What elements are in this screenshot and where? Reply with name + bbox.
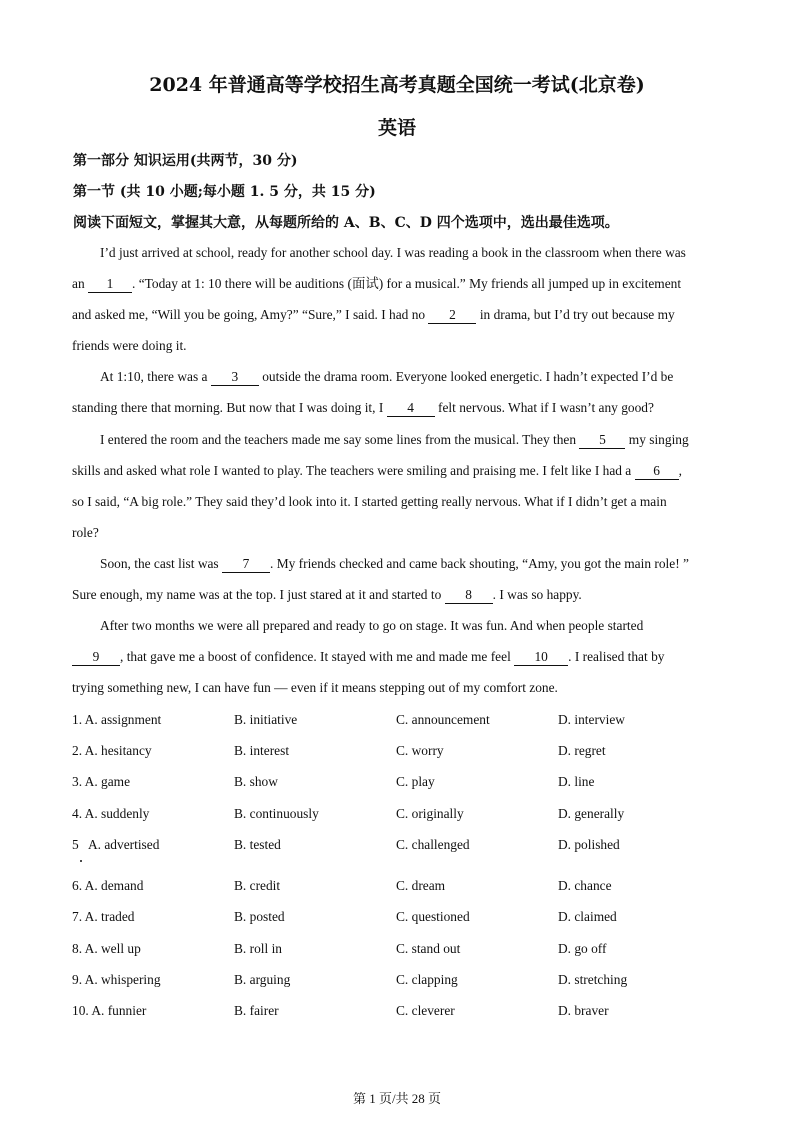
passage-line: an 1 . “Today at 1: 10 there will be auditions (面试) for a musical.” My friends all jumped up in excitement	[72, 276, 682, 292]
question-row	[72, 708, 752, 739]
option-c: C. questioned	[396, 909, 470, 925]
option-d: D. interview	[558, 712, 625, 727]
option-a: 6. A. demand	[72, 878, 144, 894]
passage-line: I’d just arrived at school, ready for another school day. I was reading a book in the classroom when there was	[100, 245, 686, 260]
passage-line: Sure enough, my name was at the top. I just stared at it and started to 8 . I was so happy.	[72, 587, 582, 603]
passage-line: After two months we were all prepared and ready to go on stage. It was fun. And when people started	[100, 618, 644, 634]
option-b: B. arguing	[234, 971, 291, 987]
passage-line: I entered the room and the teachers made me say some lines from the musical. They then 5 my singing	[100, 431, 689, 447]
part-heading: 第一部分 知识运用(共两节，30 分)	[73, 153, 298, 169]
option-b: B. credit	[234, 878, 281, 894]
blank-3: 3	[211, 369, 259, 386]
page-number: 第 1 页/共 28 页	[352, 1091, 442, 1106]
option-d: D. claimed	[558, 909, 617, 925]
option-a: 3. A. game	[72, 774, 131, 790]
blank-1: 1	[88, 276, 132, 293]
question-row	[72, 968, 752, 999]
option-c: C. dream	[396, 878, 446, 894]
option-b: B. continuously	[234, 805, 319, 821]
blank-9: 9	[72, 649, 120, 666]
option-c: C. announcement	[396, 712, 490, 727]
option-c: C. worry	[396, 743, 444, 759]
passage-line: so I said, “A big role.” They said they’d look into it. I started getting really nervous. What if I didn’t get a main	[72, 493, 667, 509]
instruction-text: 阅读下面短文，掌握其大意，从每题所给的 A、B、C、D 四个选项中，选出最佳选项。	[73, 215, 619, 231]
option-b: B. fairer	[234, 1003, 279, 1018]
option-b: B. show	[234, 774, 278, 790]
question-row	[72, 739, 752, 770]
question-row	[72, 874, 752, 905]
passage-line: 9 , that gave me a boost of confidence. It stayed with me and made me feel 10 . I realised that by	[72, 644, 718, 675]
question-row	[72, 802, 752, 833]
question-row	[72, 770, 752, 801]
option-d: D. chance	[558, 878, 612, 894]
blank-6: 6	[635, 463, 679, 480]
option-a: 10. A. funnier	[72, 1003, 147, 1018]
option-c: C. play	[396, 774, 435, 790]
blank-8: 8	[445, 587, 493, 604]
option-a: 7. A. traded	[72, 909, 135, 925]
question-row	[72, 999, 752, 1030]
option-b: B. tested	[234, 836, 281, 852]
option-c: C. originally	[396, 805, 464, 821]
page-title: 2024 年普通高等学校招生高考真题全国统一考试(北京卷)	[149, 74, 645, 96]
option-d: D. go off	[558, 940, 607, 956]
option-a: 1. A. assignment	[72, 712, 162, 727]
option-b: B. roll in	[234, 940, 282, 956]
passage-line: trying something new, I can have fun — even if it means stepping out of my comfort zone.	[72, 680, 558, 696]
option-d: D. stretching	[558, 971, 628, 987]
option-a: 4. A. suddenly	[72, 805, 150, 821]
passage-line: skills and asked what role I wanted to play. The teachers were smiling and praising me. I felt like I had a 6 ,	[72, 462, 682, 478]
option-d: D. generally	[558, 805, 625, 821]
question-row	[72, 937, 752, 968]
option-d: D. braver	[558, 1003, 609, 1018]
blank-4: 4	[387, 400, 435, 417]
option-a: 8. A. well up	[72, 940, 141, 956]
blank-10: 10	[514, 649, 568, 666]
option-a: 9. A. whispering	[72, 971, 161, 987]
option-d: D. regret	[558, 743, 606, 759]
blank-5: 5	[579, 432, 625, 449]
stray-dot	[80, 860, 82, 862]
answer-options	[72, 708, 752, 1030]
option-b: B. posted	[234, 909, 285, 925]
passage-line: friends were doing it.	[72, 338, 187, 354]
option-c: C. challenged	[396, 836, 470, 852]
option-c: C. stand out	[396, 940, 461, 956]
passage-line: role?	[72, 524, 99, 540]
blank-7: 7	[222, 556, 270, 573]
option-c: C. cleverer	[396, 1003, 455, 1018]
question-row	[72, 905, 752, 936]
cloze-passage	[72, 240, 718, 706]
option-c: C. clapping	[396, 971, 458, 987]
option-d: D. line	[558, 774, 595, 790]
blank-2: 2	[428, 307, 476, 324]
option-b: B. interest	[234, 743, 290, 759]
option-a: 5 A. advertised	[72, 836, 160, 852]
question-row	[72, 833, 752, 875]
passage-line: Soon, the cast list was 7 . My friends checked and came back shouting, “Amy, you got the main role! ”	[100, 555, 689, 571]
option-d: D. polished	[558, 836, 620, 852]
option-a: 2. A. hesitancy	[72, 743, 152, 759]
section-heading: 第一节 (共 10 小题;每小题 1. 5 分，共 15 分)	[73, 184, 376, 200]
passage-line: At 1:10, there was a 3 outside the drama room. Everyone looked energetic. I hadn’t expected I’d be	[100, 369, 674, 385]
subject-title: 英语	[377, 117, 416, 139]
passage-line: and asked me, “Will you be going, Amy?” “Sure,” I said. I had no 2 in drama, but I’d try out because my	[72, 307, 675, 323]
option-b: B. initiative	[234, 712, 298, 727]
passage-line: standing there that morning. But now that I was doing it, I 4 felt nervous. What if I wasn’t any good?	[72, 400, 654, 416]
